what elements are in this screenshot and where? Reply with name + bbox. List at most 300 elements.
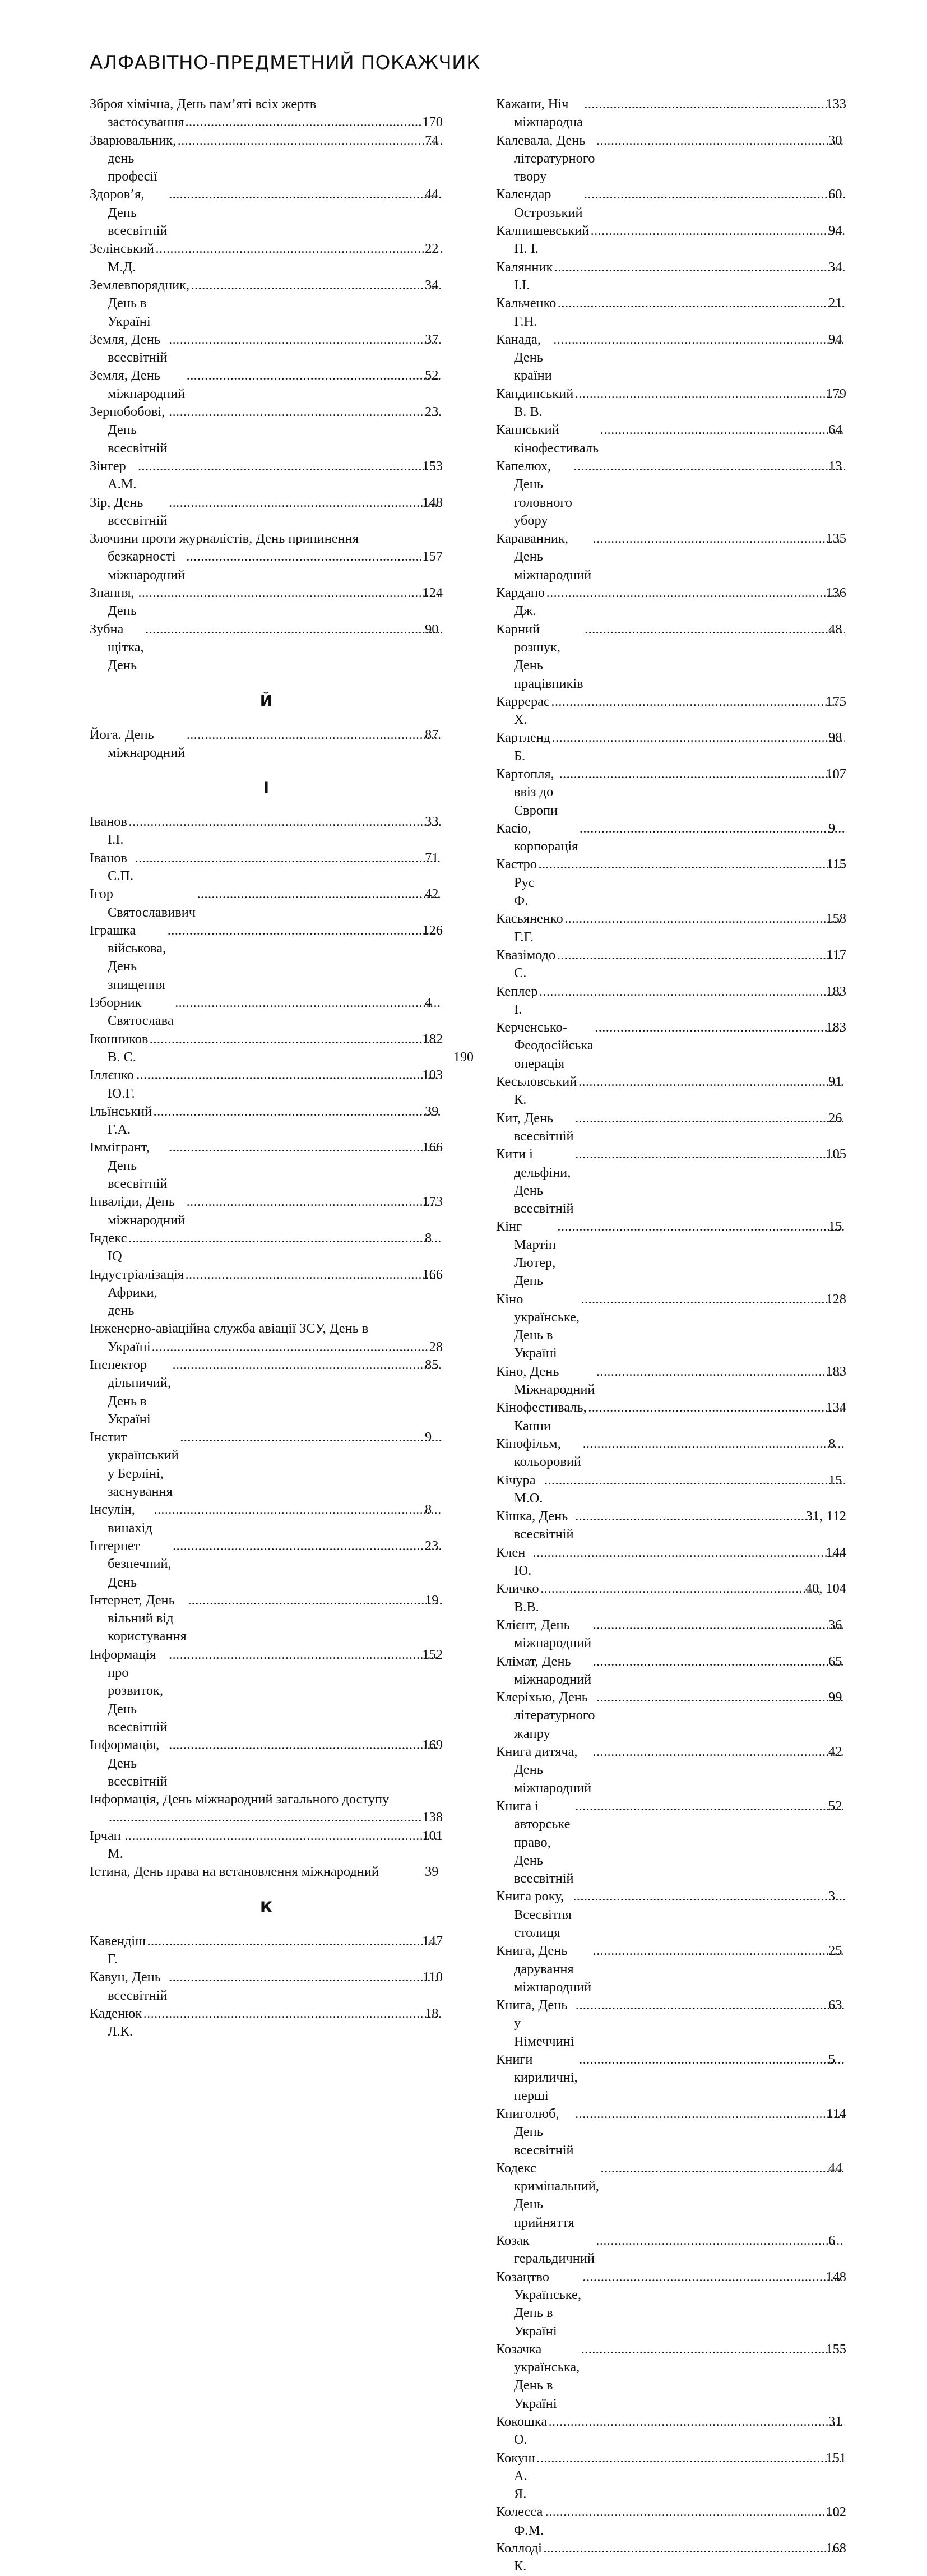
entry-term: [90, 403, 168, 457]
entry-term-text: Землевпорядник, День в Україні: [90, 277, 190, 329]
dot-leader: [551, 729, 845, 747]
dot-leader: [559, 765, 842, 783]
entry-term-text: Кеплер І.: [496, 983, 538, 1017]
dot-leader: [557, 294, 845, 312]
entry-term-text: Інформація, День всесвітній: [90, 1737, 168, 1789]
entry-term: [496, 983, 538, 1019]
entry-term: [90, 1193, 186, 1229]
index-entry: [90, 1932, 443, 1969]
entry-term: [496, 1580, 539, 1616]
entry-term-text: Канада, День країни: [496, 331, 552, 383]
dot-leader: [124, 1827, 439, 1845]
entry-term-text: Кішка, День всесвітній: [496, 1509, 574, 1542]
entry-term-text: Земля, День всесвітній: [90, 331, 168, 366]
entry-term-text: Козак геральдичний: [496, 2233, 595, 2267]
index-entry: Зелінський М.Д. ..... 22: [90, 240, 443, 276]
entry-term-first-line: Злочини проти журналістів, День припинення: [90, 531, 359, 547]
index-entry: [90, 584, 443, 621]
entry-page: 40, 104: [805, 1581, 846, 1597]
dot-leader: [592, 530, 842, 548]
entry-term: [90, 494, 168, 530]
entry-term: [496, 1435, 581, 1472]
index-entry: [90, 1968, 443, 2005]
dot-leader: [185, 1266, 439, 1284]
entry-term-text: Ізборник Святослава: [90, 995, 174, 1029]
entry-term-text: Ігор Святославивич: [90, 886, 196, 920]
dot-leader: [538, 855, 843, 873]
entry-term: [496, 1616, 592, 1653]
entry-term-text: Кінофестиваль, Канни: [496, 1400, 587, 1433]
entry-page: 124: [422, 585, 443, 601]
index-entry: [496, 2503, 846, 2540]
dot-leader: [172, 1356, 442, 1374]
dot-leader: [590, 222, 845, 240]
entry-page: 115: [826, 857, 846, 872]
entry-page: 183: [826, 1020, 846, 1035]
dot-leader: [153, 1103, 442, 1121]
dot-leader: [188, 1592, 442, 1610]
entry-term-text: Книголюб, День всесвітній: [496, 2106, 574, 2158]
index-entry: Індекс IQ ..... 8: [90, 1229, 443, 1266]
index-entry: Іванов С.П. ..... 71: [90, 849, 443, 886]
entry-term-text: Знання, День: [90, 585, 137, 619]
entry-term: [496, 1218, 556, 1290]
entry-term: [496, 1399, 587, 1435]
entry-term-text: Книга року, Всесвітня столиця: [496, 1889, 572, 1940]
index-entry: [90, 1266, 443, 1320]
entry-term-text: Кардано Дж.: [496, 585, 545, 619]
entry-term-text: Каррерас Х.: [496, 693, 550, 728]
dot-leader: [155, 240, 442, 258]
dot-leader: [592, 1653, 845, 1671]
entry-term-text: Істина, День права на встановлення міжнародний: [90, 1864, 379, 1880]
entry-term-text: Кіно українське, День в Україні: [496, 1291, 580, 1361]
index-entry: [496, 530, 846, 584]
index-group-z: [90, 95, 443, 675]
entry-term-text: Квазімодо С.: [496, 947, 556, 981]
index-entry: Інстит український у Берліні, заснування ..... 9: [90, 1428, 443, 1501]
dot-leader: [539, 983, 842, 1001]
entry-page: 105: [826, 1146, 846, 1162]
dot-leader: [138, 457, 439, 475]
entry-term: [496, 222, 590, 258]
dot-leader: [548, 2413, 845, 2431]
dot-leader: [191, 276, 442, 294]
dot-leader: [554, 258, 845, 276]
entry-term: [90, 1968, 168, 2005]
entry-term-text: Зір, День всесвітній: [90, 494, 168, 528]
index-entry: [496, 910, 846, 946]
dot-leader: [540, 1580, 822, 1598]
entry-term: [90, 1428, 179, 1501]
dot-leader: [585, 621, 845, 639]
index-entry: [496, 983, 846, 1019]
entry-term-text: Кокошка О.: [496, 2414, 548, 2448]
entry-term: [496, 530, 592, 584]
entry-page: 153: [422, 458, 443, 474]
entry-term: [496, 2413, 548, 2449]
dot-leader: [557, 1218, 845, 1236]
index-entry: [90, 1827, 443, 1863]
dot-leader: [149, 1030, 439, 1048]
entry-term: [90, 994, 174, 1030]
entry-term-text: Індекс IQ: [90, 1230, 127, 1264]
entry-term-text: Кокуш А. Я.: [496, 2450, 535, 2502]
index-entry: [496, 1544, 846, 1580]
dot-leader: [596, 1363, 842, 1381]
entry-term-text: Клімат, День міжнародний: [496, 1653, 592, 1687]
dot-leader: [169, 1139, 439, 1157]
entry-term: [90, 1827, 123, 1863]
index-group-y: [90, 726, 443, 762]
entry-term: [90, 813, 127, 849]
page-title: АЛФАВІТНО-ПРЕДМЕТНИЙ ПОКАЖЧИК: [90, 52, 480, 74]
index-entry: Книга дитяча, День міжнародний ..... 42: [496, 1743, 846, 1797]
dot-leader: [581, 1291, 842, 1308]
entry-term-text: Кіно, День Міжнародний: [496, 1363, 595, 1398]
entry-page: 107: [826, 766, 846, 781]
entry-page: 152: [422, 1647, 443, 1662]
index-entry: [90, 1791, 443, 1827]
index-group-k-continued: [496, 95, 846, 2576]
entry-page: 114: [826, 2106, 846, 2121]
entry-term-text: Касіо, корпорація: [496, 820, 578, 854]
entry-term: [496, 421, 599, 457]
entry-term-text: Кінофільм, кольоровий: [496, 1436, 581, 1470]
index-entry: [496, 1363, 846, 1399]
entry-page: 28: [429, 1339, 443, 1354]
entry-term-text: Козачка українська, День в Україні: [496, 2341, 580, 2411]
entry-term: [90, 922, 166, 994]
entry-page: 155: [826, 2341, 846, 2357]
entry-term-text: Україні: [108, 1339, 151, 1354]
index-entry: [90, 95, 443, 132]
entry-term: [496, 294, 557, 331]
entry-page: 136: [826, 585, 846, 601]
index-entry: Козак геральдичний ..... 6: [496, 2232, 846, 2268]
entry-term-text: Іванов С.П.: [90, 850, 134, 884]
index-entry: Клієнт, День міжнародний ..... 36: [496, 1616, 846, 1653]
entry-term: [90, 1103, 152, 1139]
entry-page: 138: [422, 1810, 443, 1825]
entry-term-text: Іммігрант, День всесвітній: [90, 1140, 168, 1192]
index-entry: [496, 946, 846, 983]
index-entry: Кінг Мартін Лютер, День ..... 15: [496, 1218, 846, 1290]
entry-term: [90, 621, 144, 675]
entry-term-text: Інформація про розвиток, День всесвітній: [90, 1647, 168, 1735]
entry-term: [496, 1073, 577, 1109]
entry-term-first-line: Зброя хімічна, День пам’яті всіх жертв: [90, 96, 317, 112]
entry-term: [90, 1537, 172, 1592]
index-entry: Інспектор дільничий, День в Україні ..... 85: [90, 1356, 443, 1428]
index-entry: Інсулін, винахід ..... 8: [90, 1501, 443, 1537]
entry-term: [496, 2051, 578, 2105]
entry-term: [496, 258, 553, 295]
entry-term: [496, 1996, 574, 2051]
dot-leader: [197, 885, 442, 903]
entry-term-text: Кавендіш Г.: [90, 1933, 146, 1967]
entry-term: [496, 2540, 542, 2576]
entry-term-text: Кавун, День всесвітній: [90, 1969, 168, 2003]
entry-term-text: Колесса Ф.М.: [496, 2504, 544, 2538]
entry-term-text: Коллоді К.: [496, 2541, 542, 2574]
entry-term: [90, 367, 186, 403]
entry-term: [496, 621, 583, 693]
index-entry: Календар Острозький ..... 60: [496, 186, 846, 222]
entry-term: [496, 2232, 595, 2268]
entry-term: [90, 1592, 187, 1646]
index-entry: [90, 457, 443, 494]
dot-leader: [575, 1109, 845, 1127]
index-entry: Інтернет безпечний, День ..... 23: [90, 1537, 443, 1592]
index-entry: [90, 1193, 443, 1229]
entry-page: 169: [422, 1737, 443, 1753]
entry-term: [496, 2341, 580, 2413]
index-entry: Ізборник Святослава ..... 4: [90, 994, 443, 1030]
dot-leader: [186, 1193, 439, 1211]
dot-leader: [575, 1996, 845, 2014]
dot-leader: [185, 113, 421, 131]
dot-leader: [169, 186, 442, 204]
dot-leader: [573, 457, 845, 475]
index-entry: [496, 1507, 846, 1544]
dot-leader: [152, 1338, 428, 1356]
entry-term: [496, 1942, 592, 1996]
entry-page: 170: [422, 114, 443, 130]
index-entry: Клімат, День міжнародний ..... 65: [496, 1653, 846, 1689]
entry-page: 126: [422, 922, 443, 938]
index-entry: [496, 2268, 846, 2341]
index-entry: Зернобобові, День всесвітній ..... 23: [90, 403, 443, 457]
index-entry: [90, 494, 443, 530]
dot-leader: [186, 548, 421, 566]
index-entry: [496, 2341, 846, 2413]
entry-page: 158: [826, 911, 846, 927]
entry-term: [108, 113, 184, 131]
entry-term-text: Кодекс кримінальний, День прийняття: [496, 2160, 599, 2230]
entry-page: 182: [422, 1031, 443, 1047]
entry-term: [496, 765, 558, 820]
index-entry: Зубна щітка, День ..... 90: [90, 621, 443, 675]
dot-leader: [582, 2268, 842, 2286]
dot-leader: [600, 2159, 845, 2177]
entry-term: [90, 885, 196, 922]
entry-term: [496, 946, 556, 983]
entry-page: 128: [826, 1291, 846, 1307]
index-entry: [496, 765, 846, 820]
entry-term: [496, 1507, 574, 1544]
entry-term-text: Кічура М.О.: [496, 1472, 543, 1506]
index-entry: Книга року, Всесвітня столиця ..... 3: [496, 1888, 846, 1942]
entry-term-text: Іванов І.І.: [90, 814, 127, 848]
entry-term: [496, 1472, 543, 1508]
index-entry: Земля, День міжнародний ..... 52: [90, 367, 443, 403]
entry-term: [496, 910, 563, 946]
entry-term: [496, 186, 583, 222]
dot-leader: [169, 1646, 439, 1664]
index-column-left: [90, 95, 443, 2041]
entry-term: [90, 457, 137, 494]
entry-term: [90, 240, 154, 276]
index-entry: Кит, День всесвітній ..... 26: [496, 1109, 846, 1146]
entry-term-text: Зубна щітка, День: [90, 621, 144, 673]
entry-term-first-line: Інформація, День міжнародний загального доступу: [90, 1792, 390, 1807]
index-entry: [496, 2105, 846, 2159]
index-entry: [496, 855, 846, 910]
dot-leader: [186, 726, 442, 744]
entry-page: 133: [826, 96, 846, 112]
dot-leader: [169, 1968, 440, 1986]
index-entry: Каннський кінофестиваль ..... 64: [496, 421, 846, 457]
entry-term: [90, 331, 168, 367]
dot-leader: [167, 922, 439, 940]
entry-term: [496, 855, 537, 910]
dot-leader: [564, 910, 843, 928]
dot-leader: [592, 1616, 845, 1634]
entry-term-text: Кінг Мартін Лютер, День: [496, 1219, 556, 1289]
dot-leader: [169, 331, 442, 349]
dot-leader: [154, 1501, 442, 1519]
index-entry: Книга, День у Німеччині ..... 63: [496, 1996, 846, 2051]
entry-term: [90, 1229, 127, 1266]
index-entry: Картленд Б. ..... 98: [496, 729, 846, 765]
entry-term-text: Карний розшук, День працівників: [496, 621, 583, 691]
index-entry: Капелюх, День головного убору ..... 13: [496, 457, 846, 530]
entry-term-text: Козацтво Українське, День в Україні: [496, 2269, 581, 2339]
entry-term: [496, 584, 545, 621]
entry-term: [496, 385, 574, 422]
entry-page: 117: [826, 947, 846, 963]
dot-leader: [147, 1932, 439, 1950]
dot-leader: [143, 2005, 442, 2023]
entry-term: [496, 2449, 535, 2504]
entry-term-text: Ірчан М.: [90, 1828, 123, 1862]
entry-page: 101: [422, 1828, 443, 1843]
dot-leader: [596, 132, 845, 150]
entry-term-text: Калнишевський П. І.: [496, 223, 590, 257]
entry-page: 148: [422, 494, 443, 510]
index-entry: Книги кириличні, перші ..... 5: [496, 2051, 846, 2105]
index-entry: Калнишевський П. І. ..... 94: [496, 222, 846, 258]
index-entry: Карний розшук, День працівників ..... 48: [496, 621, 846, 693]
entry-term-text: застосування: [108, 114, 184, 130]
entry-term-text: Зінгер А.М.: [90, 458, 137, 492]
dot-leader: [579, 820, 845, 838]
index-entry: [496, 1291, 846, 1363]
entry-term-text: Каннський кінофестиваль: [496, 422, 599, 456]
entry-term-text: Книга, День у Німеччині: [496, 1997, 574, 2049]
entry-term: [496, 1888, 572, 1942]
dot-leader: [596, 1689, 845, 1706]
entry-page: 148: [826, 2269, 846, 2284]
dot-leader: [551, 693, 843, 711]
entry-term-text: Інсулін, винахід: [90, 1502, 152, 1536]
index-entry: Ільїнський Г.А. ..... 39: [90, 1103, 443, 1139]
entry-term: [90, 1139, 168, 1193]
entry-term-text: Керченсько-Феодосійська операція: [496, 1020, 594, 1071]
entry-term-text: Кандинський В. В.: [496, 386, 574, 420]
index-entry: [496, 1580, 846, 1616]
dot-leader: [596, 2232, 845, 2250]
entry-page: 183: [826, 1363, 846, 1379]
dot-leader: [595, 1019, 843, 1037]
index-entry: [496, 1145, 846, 1218]
entry-term: [108, 1338, 151, 1356]
entry-term-text: Зварювальник, день професії: [90, 132, 177, 184]
entry-term: [90, 276, 190, 331]
entry-term-text: безкарності міжнародний: [108, 549, 186, 582]
entry-term-text: Здоров’я, День всесвітній: [90, 187, 168, 239]
entry-term: [496, 1797, 574, 1888]
entry-term-text: Клеріхью, День літературного жанру: [496, 1690, 595, 1741]
index-entry: [90, 1646, 443, 1736]
index-entry: Йога. День міжнародний ..... 87: [90, 726, 443, 762]
entry-term-text: Кит, День всесвітній: [496, 1110, 574, 1144]
dot-leader: [109, 1809, 421, 1826]
entry-term-text: Картленд Б.: [496, 730, 551, 764]
letter-heading-y: Й: [259, 692, 273, 710]
entry-term-text: Календар Острозький: [496, 187, 583, 220]
dot-leader: [145, 621, 442, 639]
index-entry: Книга, День дарування міжнародний ..... 25: [496, 1942, 846, 1996]
dot-leader: [582, 1435, 845, 1453]
index-entry: Калянник І.І. ..... 34: [496, 258, 846, 295]
entry-term: [496, 1653, 592, 1689]
dot-leader: [135, 849, 442, 867]
entry-term-text: Інспектор дільничий, День в Україні: [90, 1357, 172, 1427]
index-group-k: [90, 1932, 443, 2041]
dot-leader: [128, 1229, 442, 1247]
index-entry: [90, 1139, 443, 1193]
entry-term: [496, 693, 550, 729]
index-entry: Кесьловський К. ..... 91: [496, 1073, 846, 1109]
index-entry: Кічура М.О. ..... 15: [496, 1472, 846, 1508]
entry-term: [496, 1363, 595, 1399]
entry-page: 102: [826, 2504, 846, 2520]
entry-page: 134: [826, 1400, 846, 1416]
dot-leader: [575, 2105, 843, 2123]
dot-leader: [545, 2503, 842, 2521]
entry-term: [496, 1743, 592, 1797]
entry-term: [90, 1736, 168, 1791]
entry-term: [90, 726, 186, 762]
index-entry: Інтернет, День вільний від користування ..... 19: [90, 1592, 443, 1646]
entry-term-text: Інваліди, День міжнародний: [90, 1194, 186, 1228]
dot-leader: [175, 994, 442, 1012]
dot-leader: [169, 403, 442, 421]
dot-leader: [532, 1544, 842, 1562]
entry-term: [90, 1266, 184, 1320]
entry-term-text: Іконников В. С.: [90, 1031, 149, 1065]
dot-leader: [584, 186, 846, 204]
dot-leader: [581, 2341, 842, 2358]
entry-term: [90, 186, 168, 240]
index-entry: Ігор Святославивич ..... 42: [90, 885, 443, 922]
index-entry: [90, 1320, 443, 1356]
page-number: 190: [453, 1050, 474, 1065]
entry-term-text: Кличко В.В.: [496, 1581, 539, 1615]
entry-term-text: Кастро Рус Ф.: [496, 857, 537, 909]
entry-term: [90, 2005, 142, 2041]
entry-term-text: Капелюх, День головного убору: [496, 458, 572, 528]
entry-term: [496, 820, 578, 856]
entry-term: [90, 1501, 152, 1537]
entry-term-text: Інтернет, День вільний від користування: [90, 1592, 187, 1644]
dot-leader: [573, 1888, 845, 1906]
entry-term: [496, 457, 572, 530]
dot-leader: [177, 132, 442, 150]
entry-term: [496, 132, 595, 186]
